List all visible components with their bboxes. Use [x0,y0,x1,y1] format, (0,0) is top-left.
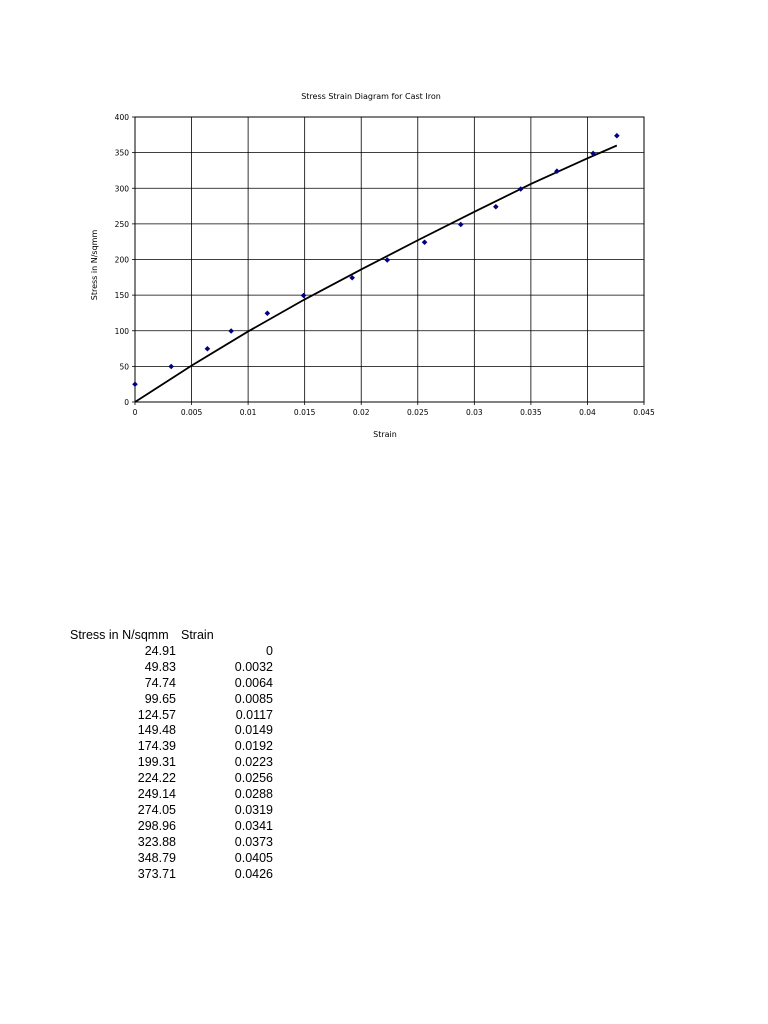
strain-cell: 0.0405 [234,850,273,865]
table-row [70,867,273,883]
table-header-row [70,628,273,644]
chart-trendline-layer [135,146,617,403]
y-tick-label: 250 [114,219,129,229]
strain-cell: 0 [266,643,273,658]
table-row [70,755,273,771]
table-row [70,819,273,835]
data-point [205,346,211,352]
y-tick-label: 350 [114,148,129,158]
x-tick-label: 0.01 [239,408,257,417]
strain-cell: 0.0319 [234,802,273,817]
x-tick-label: 0.035 [520,408,542,417]
stress-strain-table [70,628,273,883]
stress-cell: 124.57 [137,707,176,722]
stress-cell: 49.83 [144,659,176,674]
strain-cell: 0.0192 [234,739,273,754]
strain-cell: 0.0223 [234,755,273,770]
y-tick-label: 400 [114,113,129,122]
stress-cell: 149.48 [137,723,176,738]
strain-cell: 0.0341 [234,818,273,833]
data-point [301,293,307,299]
data-point [132,381,138,387]
stress-cell: 373.71 [137,866,176,881]
strain-cell: 0.0426 [234,866,273,881]
x-tick-label: 0.025 [407,408,429,417]
stress-cell: 224.22 [137,771,176,786]
y-tick-label: 150 [114,291,129,301]
data-point [422,239,428,245]
stress-cell: 348.79 [137,850,176,865]
table-row [70,771,273,787]
strain-cell: 0.0373 [234,834,273,849]
stress-cell: 298.96 [137,818,176,833]
chart-tick-labels [115,113,655,417]
x-axis-label: Strain [373,430,397,439]
stress-cell: 199.31 [137,755,176,770]
chart-points [132,133,619,387]
stress-cell: 249.14 [137,787,176,802]
strain-cell: 0.0117 [235,707,273,722]
table-row [70,739,273,755]
data-point [614,133,620,139]
stress-cell: 274.05 [137,802,176,817]
strain-cell: 0.0064 [234,675,273,690]
stress-cell: 99.65 [144,691,176,706]
y-tick-label: 300 [114,184,129,194]
strain-cell: 0.0256 [234,771,273,786]
trendline [135,146,617,403]
y-tick-label: 50 [119,362,129,372]
data-point [265,310,271,316]
y-tick-label: 100 [114,326,129,336]
x-tick-label: 0.045 [633,408,655,417]
table-row [70,851,273,867]
data-point [168,364,174,370]
table-row [70,835,273,851]
chart-title: Stress Strain Diagram for Cast Iron [301,92,441,101]
table-row [70,676,273,692]
y-axis-label: Stress in N/sqmm [90,229,99,301]
strain-cell: 0.0085 [234,691,273,706]
y-tick-label: 200 [114,255,129,265]
stress-cell: 74.74 [144,675,176,690]
stress-cell: 24.91 [144,643,176,658]
x-tick-label: 0.02 [352,408,370,417]
stress-cell: 174.39 [137,739,176,754]
y-tick-label: 0 [124,398,129,407]
table-row [70,660,273,676]
strain-cell: 0.0288 [234,787,273,802]
table-row [70,803,273,819]
table-body [70,644,273,883]
strain-cell: 0.0149 [234,723,273,738]
table-row [70,723,273,739]
column-header-strain: Strain [181,628,214,642]
x-tick-label: 0 [132,408,138,417]
stress-strain-chart [0,0,768,460]
x-tick-label: 0.015 [293,408,316,417]
table-row [70,787,273,803]
x-tick-label: 0.03 [465,408,483,417]
table-row [70,644,273,660]
strain-cell: 0.0032 [234,659,273,674]
x-tick-label: 0.005 [180,408,203,417]
data-point [458,222,464,228]
table-row [70,708,273,724]
data-point [493,204,499,210]
table-row [70,692,273,708]
x-tick-label: 0.04 [579,408,596,417]
stress-cell: 323.88 [137,834,176,849]
data-point [228,328,234,334]
column-header-stress: Stress in N/sqmm [70,628,169,642]
